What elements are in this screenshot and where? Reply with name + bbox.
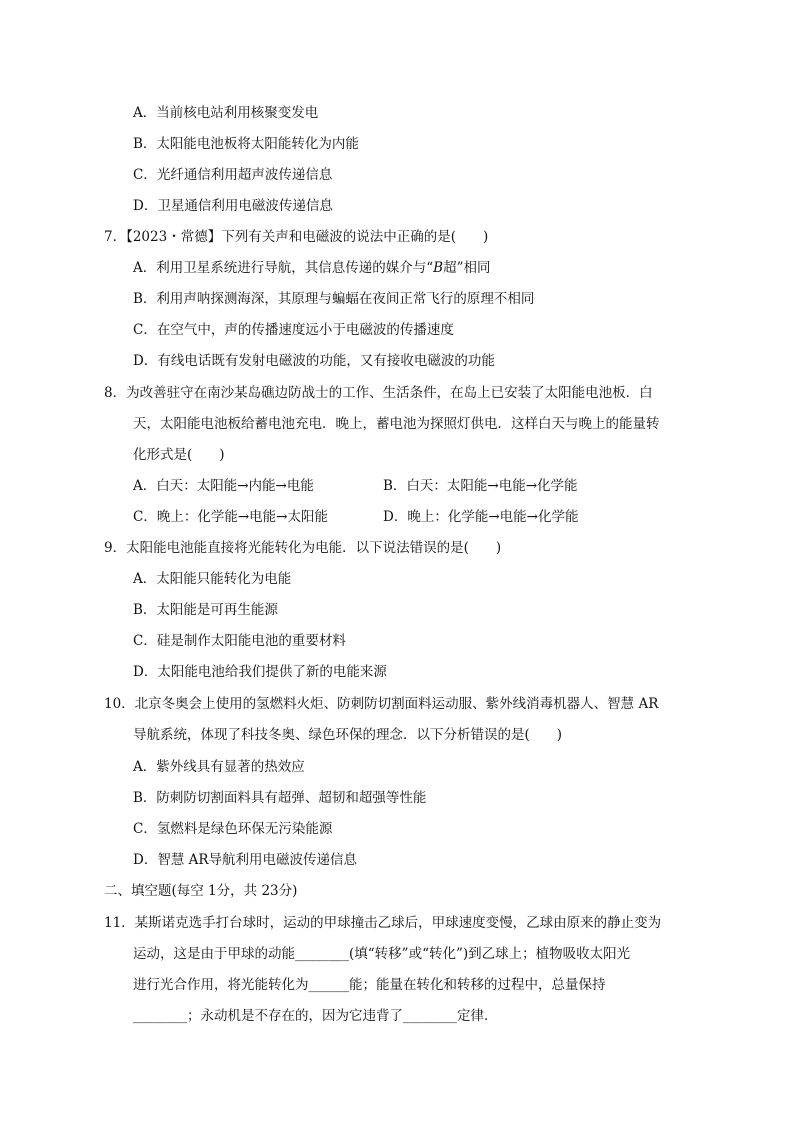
q7-option-a-text-1: A．利用卫星系统进行导航，其信息传递的媒介与“ [133, 260, 434, 276]
q7-stem: 7．【2023・常德】下列有关声和电磁波的说法中正确的是( ) [104, 229, 489, 245]
q8-option-c: C．晚上：化学能→电能→太阳能 [133, 509, 328, 525]
q8-stem-line-2: 天，太阳能电池板给蓄电池充电．晚上，蓄电池为探照灯供电．这样白天与晚上的能量转 [133, 416, 660, 432]
q6-option-c: C．光纤通信利用超声波传递信息 [133, 167, 333, 183]
q11-stem-line-4: ________；永动机是不存在的，因为它违背了________定律． [133, 1008, 498, 1024]
q7-option-b: B．利用声呐探测海深，其原理与蝙蝠在夜间正常飞行的原理不相同 [133, 291, 535, 307]
section-heading-fill-in: 二、填空题(每空 1分，共 23分) [104, 883, 298, 899]
q10-option-d: D．智慧 AR导航利用电磁波传递信息 [133, 852, 358, 868]
q8-option-b: B．白天：太阳能→电能→化学能 [383, 478, 578, 494]
q8-option-d: D．晚上：化学能→电能→化学能 [383, 509, 579, 525]
q8-option-a: A．白天：太阳能→内能→电能 [133, 478, 314, 494]
q7-option-c: C．在空气中，声的传播速度远小于电磁波的传播速度 [133, 322, 454, 338]
q6-option-b: B．太阳能电池板将太阳能转化为内能 [133, 136, 359, 152]
q8-stem-line-3: 化形式是( ) [133, 447, 225, 463]
q7-option-a [133, 258, 490, 278]
q9-option-a: A．太阳能只能转化为电能 [133, 571, 292, 587]
q9-option-d: D．太阳能电池给我们提供了新的电能来源 [133, 664, 387, 680]
q11-stem-line-3: 进行光合作用，将光能转化为______能；能量在转化和转移的过程中，总量保持 [133, 977, 606, 993]
q10-option-c: C．氢燃料是绿色环保无污染能源 [133, 821, 333, 837]
q11-stem-line-2: 运动，这是由于甲球的动能________(填“转移”或“转化”)到乙球上；植物吸收太阳光 [133, 946, 631, 962]
q9-option-b: B．太阳能是可再生能源 [133, 602, 278, 618]
q7-option-d: D．有线电话既有发射电磁波的功能，又有接收电磁波的功能 [133, 353, 495, 369]
q11-stem-line-1: 11．某斯诺克选手打台球时，运动的甲球撞击乙球后，甲球速度变慢，乙球由原来的静止变为 [104, 915, 662, 931]
q10-option-a: A．紫外线具有显著的热效应 [133, 759, 305, 775]
q7-option-a-italic: B [433, 260, 444, 276]
q10-stem-line-2: 导航系统，体现了科技冬奥、绿色环保的理念．以下分析错误的是( ) [133, 727, 563, 743]
q9-stem: 9．太阳能电池能直接将光能转化为电能．以下说法错误的是( ) [104, 540, 502, 556]
q10-stem-line-1: 10．北京冬奥会上使用的氢燃料火炬、防刺防切割面料运动服、紫外线消毒机器人、智慧 AR [104, 696, 659, 712]
q6-option-d: D．卫星通信利用电磁波传递信息 [133, 198, 333, 214]
q9-option-c: C．硅是制作太阳能电池的重要材料 [133, 633, 346, 649]
q10-option-b: B．防刺防切割面料具有超弹、超韧和超强等性能 [133, 790, 427, 806]
q6-option-a: A．当前核电站利用核聚变发电 [133, 105, 319, 121]
q7-option-a-text-2: 超”相同 [443, 260, 491, 276]
q8-stem-line-1: 8．为改善驻守在南沙某岛礁边防战士的工作、生活条件，在岛上已安装了太阳能电池板．白 [104, 385, 653, 401]
